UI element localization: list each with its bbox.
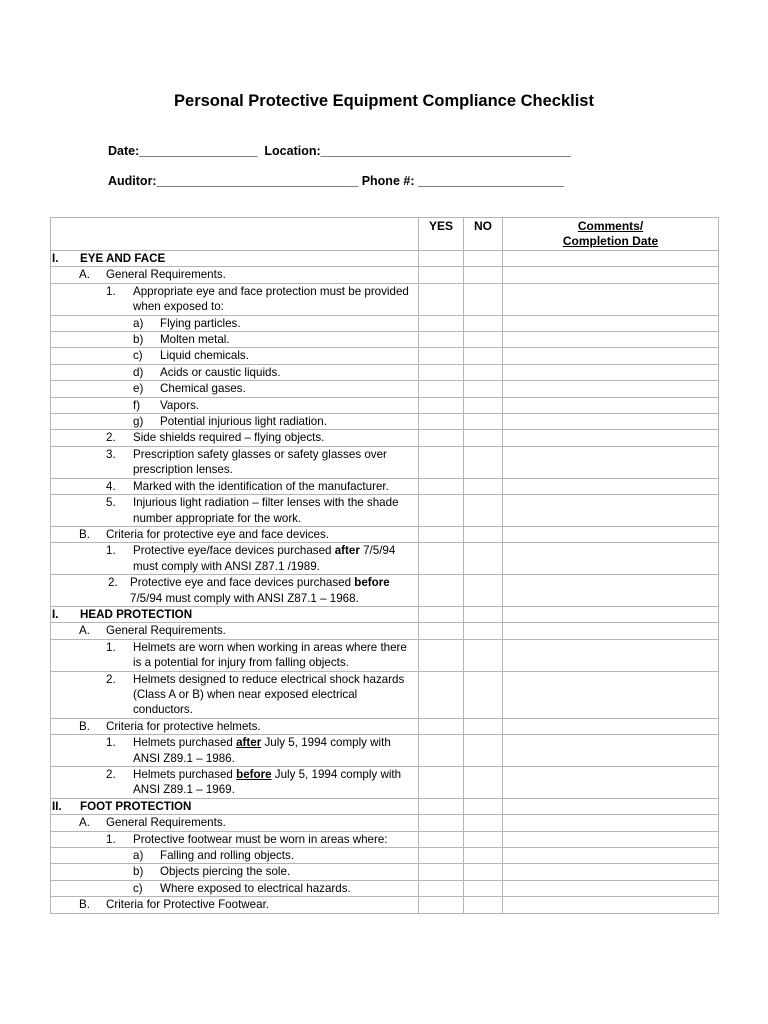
no-cell[interactable] <box>464 815 503 831</box>
comments-cell[interactable] <box>503 815 719 831</box>
list-item: g) Potential injurious light radiation. <box>133 415 327 429</box>
yes-cell[interactable] <box>419 267 464 283</box>
no-cell[interactable] <box>464 575 503 607</box>
table-row <box>51 478 719 494</box>
header-comments-line-2: Completion Date <box>562 234 659 249</box>
list-item: B. Criteria for protective eye and face devices. <box>79 527 329 541</box>
yes-cell[interactable] <box>419 430 464 446</box>
table-row <box>51 414 719 430</box>
list-item: 1. Protective footwear must be worn in areas where: <box>106 832 388 846</box>
list-item: A. General Requirements. <box>79 624 226 638</box>
location-field: ____________________________________ <box>320 144 571 158</box>
list-item: b) Molten metal. <box>133 333 230 347</box>
table-row <box>51 381 719 397</box>
comments-cell[interactable] <box>503 671 719 718</box>
yes-cell[interactable] <box>419 495 464 527</box>
header-comments <box>503 218 719 251</box>
comments-cell[interactable] <box>503 430 719 446</box>
comments-cell[interactable] <box>503 251 719 267</box>
yes-cell[interactable] <box>419 718 464 734</box>
no-cell[interactable] <box>464 623 503 639</box>
no-cell[interactable] <box>464 798 503 814</box>
auditor-phone-line <box>108 174 564 188</box>
comments-cell[interactable] <box>503 315 719 331</box>
list-item: 2. Protective eye and face devices purchased before 7/5/94 must comply with ANSI Z87.1 – 1968. <box>108 576 390 605</box>
no-cell[interactable] <box>464 864 503 880</box>
yes-cell[interactable] <box>419 798 464 814</box>
comments-cell[interactable] <box>503 348 719 364</box>
no-cell[interactable] <box>464 606 503 622</box>
no-cell[interactable] <box>464 543 503 575</box>
list-item: e) Chemical gases. <box>133 382 246 396</box>
table-row <box>51 831 719 847</box>
list-item: c) Liquid chemicals. <box>133 349 249 363</box>
yes-cell[interactable] <box>419 897 464 913</box>
header-comments-line-1: Comments/ <box>577 219 644 233</box>
yes-cell[interactable] <box>419 671 464 718</box>
list-item: a) Flying particles. <box>133 316 241 330</box>
comments-cell[interactable] <box>503 606 719 622</box>
comments-cell[interactable] <box>503 495 719 527</box>
comments-cell[interactable] <box>503 381 719 397</box>
yes-cell[interactable] <box>419 364 464 380</box>
comments-cell[interactable] <box>503 831 719 847</box>
no-cell[interactable] <box>464 446 503 478</box>
table-row <box>51 348 719 364</box>
table-row <box>51 495 719 527</box>
yes-cell[interactable] <box>419 397 464 413</box>
comments-cell[interactable] <box>503 718 719 734</box>
list-item: 1. Helmets are worn when working in areas where there is a potential for injury from falling objects. <box>106 640 407 670</box>
table-row <box>51 543 719 575</box>
auditor-label: Auditor: <box>108 174 157 188</box>
auditor-field: _____________________________ <box>156 174 359 188</box>
date-field: _________________ <box>139 144 258 158</box>
list-item: A. General Requirements. <box>79 816 226 830</box>
no-cell[interactable] <box>464 671 503 718</box>
section-heading-foot-protection: II. FOOT PROTECTION <box>52 799 192 813</box>
compliance-checklist-table <box>50 217 719 914</box>
yes-cell[interactable] <box>419 639 464 671</box>
phone-label: Phone #: <box>361 174 415 188</box>
yes-cell[interactable] <box>419 575 464 607</box>
table-row <box>51 718 719 734</box>
table-row <box>51 575 719 607</box>
list-item: 4. Marked with the identification of the manufacturer. <box>106 479 389 493</box>
table-row <box>51 897 719 913</box>
yes-cell[interactable] <box>419 623 464 639</box>
yes-cell[interactable] <box>419 848 464 864</box>
comments-cell[interactable] <box>503 639 719 671</box>
header-no: NO <box>464 218 503 251</box>
no-cell[interactable] <box>464 348 503 364</box>
list-item: 1. Protective eye/face devices purchased after 7/5/94 must comply with ANSI Z87.1 /1989. <box>106 544 396 573</box>
no-cell[interactable] <box>464 495 503 527</box>
list-item: f) Vapors. <box>133 398 200 412</box>
no-cell[interactable] <box>464 880 503 896</box>
list-item: 5. Injurious light radiation – filter lenses with the shade number appropriate for the work. <box>106 496 399 525</box>
yes-cell[interactable] <box>419 864 464 880</box>
list-item: c) Where exposed to electrical hazards. <box>133 881 351 895</box>
list-item: d) Acids or caustic liquids. <box>133 365 281 379</box>
comments-cell[interactable] <box>503 897 719 913</box>
comments-cell[interactable] <box>503 848 719 864</box>
table-row <box>51 526 719 542</box>
no-cell[interactable] <box>464 381 503 397</box>
yes-cell[interactable] <box>419 446 464 478</box>
table-row <box>51 671 719 718</box>
no-cell[interactable] <box>464 848 503 864</box>
yes-cell[interactable] <box>419 767 464 799</box>
no-cell[interactable] <box>464 332 503 348</box>
comments-cell[interactable] <box>503 283 719 315</box>
yes-cell[interactable] <box>419 414 464 430</box>
list-item: 2. Helmets purchased before July 5, 1994 comply with ANSI Z89.1 – 1969. <box>106 768 402 797</box>
yes-cell[interactable] <box>419 251 464 267</box>
yes-cell[interactable] <box>419 526 464 542</box>
comments-cell[interactable] <box>503 397 719 413</box>
table-row <box>51 880 719 896</box>
table-row <box>51 251 719 267</box>
list-item: B. Criteria for Protective Footwear. <box>79 898 270 912</box>
comments-cell[interactable] <box>503 864 719 880</box>
comments-cell[interactable] <box>503 414 719 430</box>
table-row <box>51 332 719 348</box>
table-row <box>51 798 719 814</box>
no-cell[interactable] <box>464 283 503 315</box>
yes-cell[interactable] <box>419 283 464 315</box>
comments-cell[interactable] <box>503 526 719 542</box>
comments-cell[interactable] <box>503 332 719 348</box>
comments-cell[interactable] <box>503 446 719 478</box>
no-cell[interactable] <box>464 364 503 380</box>
section-heading-head-protection: I. HEAD PROTECTION <box>52 607 193 621</box>
list-item: A. General Requirements. <box>79 268 226 282</box>
table-row <box>51 606 719 622</box>
date-location-line <box>108 144 571 158</box>
yes-cell[interactable] <box>419 348 464 364</box>
comments-cell[interactable] <box>503 798 719 814</box>
no-cell[interactable] <box>464 267 503 283</box>
yes-cell[interactable] <box>419 332 464 348</box>
comments-cell[interactable] <box>503 880 719 896</box>
yes-cell[interactable] <box>419 543 464 575</box>
comments-cell[interactable] <box>503 478 719 494</box>
yes-cell[interactable] <box>419 735 464 767</box>
no-cell[interactable] <box>464 478 503 494</box>
phone-field: _____________________ <box>417 174 564 188</box>
no-cell[interactable] <box>464 430 503 446</box>
list-item: b) Objects piercing the sole. <box>133 865 291 879</box>
table-row <box>51 430 719 446</box>
no-cell[interactable] <box>464 639 503 671</box>
table-row <box>51 364 719 380</box>
no-cell[interactable] <box>464 897 503 913</box>
no-cell[interactable] <box>464 831 503 847</box>
table-row <box>51 767 719 799</box>
table-header-row <box>51 218 719 251</box>
yes-cell[interactable] <box>419 815 464 831</box>
no-cell[interactable] <box>464 414 503 430</box>
comments-cell[interactable] <box>503 735 719 767</box>
comments-cell[interactable] <box>503 575 719 607</box>
list-item: 1. Helmets purchased after July 5, 1994 comply with ANSI Z89.1 – 1986. <box>106 736 391 765</box>
table-row <box>51 446 719 478</box>
section-heading-eye-face: I. EYE AND FACE <box>52 252 166 265</box>
table-row <box>51 267 719 283</box>
table-row <box>51 848 719 864</box>
table-row <box>51 864 719 880</box>
no-cell[interactable] <box>464 718 503 734</box>
header-item-cell <box>51 218 419 251</box>
no-cell[interactable] <box>464 315 503 331</box>
table-row <box>51 639 719 671</box>
list-item: 2. Helmets designed to reduce electrical shock hazards (Class A or B) when near exposed electrical conductors. <box>106 672 405 717</box>
no-cell[interactable] <box>464 251 503 267</box>
table-row <box>51 315 719 331</box>
comments-cell[interactable] <box>503 623 719 639</box>
table-row <box>51 283 719 315</box>
list-item: 3. Prescription safety glasses or safety glasses over prescription lenses. <box>106 447 387 477</box>
list-item: 2. Side shields required – flying objects. <box>106 431 325 445</box>
no-cell[interactable] <box>464 397 503 413</box>
yes-cell[interactable] <box>419 880 464 896</box>
table-row <box>51 815 719 831</box>
yes-cell[interactable] <box>419 381 464 397</box>
date-label: Date: <box>108 144 140 158</box>
list-item: a) Falling and rolling objects. <box>133 849 295 863</box>
list-item: 1. Appropriate eye and face protection must be provided when exposed to: <box>106 284 409 314</box>
list-item: B. Criteria for protective helmets. <box>79 719 261 733</box>
table-row <box>51 735 719 767</box>
yes-cell[interactable] <box>419 606 464 622</box>
yes-cell[interactable] <box>419 831 464 847</box>
table-row <box>51 623 719 639</box>
comments-cell[interactable] <box>503 767 719 799</box>
yes-cell[interactable] <box>419 315 464 331</box>
table-row <box>51 397 719 413</box>
comments-cell[interactable] <box>503 267 719 283</box>
header-yes: YES <box>419 218 464 251</box>
no-cell[interactable] <box>464 767 503 799</box>
location-label: Location: <box>264 144 321 158</box>
no-cell[interactable] <box>464 526 503 542</box>
page-title: Personal Protective Equipment Compliance Checklist <box>174 92 594 110</box>
yes-cell[interactable] <box>419 478 464 494</box>
comments-cell[interactable] <box>503 543 719 575</box>
comments-cell[interactable] <box>503 364 719 380</box>
no-cell[interactable] <box>464 735 503 767</box>
